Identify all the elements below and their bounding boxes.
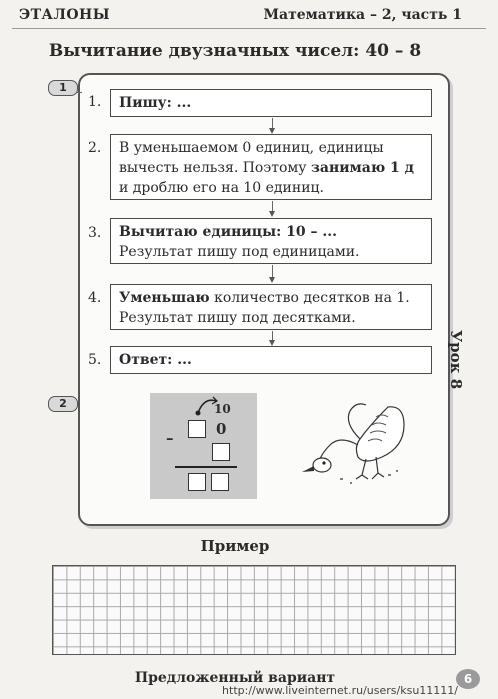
step-text: В уменьшаемом 0 единиц, единицы [119, 140, 384, 156]
step-text: вычесть нельзя. Поэтому [119, 160, 311, 176]
header-right: Математика – 2, часть 1 [263, 7, 462, 23]
page-number: 6 [456, 669, 480, 689]
units-digit: 0 [216, 420, 227, 438]
step-number: 5. [88, 352, 102, 368]
step-text: Ответ: ... [119, 352, 192, 368]
step-text: количество десятков на 1. [209, 290, 410, 306]
lesson-label: Урок 8 [447, 330, 465, 390]
step-box-3 [110, 218, 432, 264]
step-text-bold: занимаю 1 д [310, 160, 414, 176]
step-text: и дроблю его на 10 единиц. [119, 180, 324, 196]
arrow-down-icon [272, 265, 273, 278]
example-title: Пример [200, 537, 270, 555]
step-text-bold: Уменьшаю [119, 290, 210, 306]
step-box-4 [110, 284, 432, 330]
step-number: 4. [88, 290, 102, 306]
result-line [175, 466, 237, 468]
minus-sign: – [166, 429, 174, 447]
column-subtraction-template [150, 393, 257, 499]
header-left: ЭТАЛОНЫ [19, 7, 111, 23]
carry-digit: 10 [214, 402, 231, 416]
step-box-2 [110, 134, 432, 200]
section-tab-1: 1 [48, 80, 78, 96]
arrow-down-icon [272, 118, 273, 129]
footer-title: Предложенный вариант [134, 670, 336, 686]
step-text: Результат пишу под десятками. [119, 310, 356, 326]
step-text-bold: Вычитаю единицы: 10 – ... [119, 224, 337, 240]
step-number: 2. [88, 140, 102, 156]
arrow-down-icon [272, 201, 273, 212]
arrow-down-icon [272, 331, 273, 341]
step-box-1 [110, 89, 432, 117]
step-text: Пишу: ... [119, 95, 192, 111]
step-box-5 [110, 346, 432, 374]
section-tab-2: 2 [48, 396, 78, 412]
step-text: Результат пишу под единицами. [119, 244, 360, 260]
result-units-cell [211, 473, 229, 491]
watermark: http://www.liveinternet.ru/users/ksu11111/ [222, 684, 458, 697]
subtrahend-cell [212, 443, 230, 461]
step-number: 3. [88, 225, 102, 241]
page-title: Вычитание двузначных чисел: 40 – 8 [48, 41, 422, 61]
squared-grid [52, 565, 456, 655]
result-tens-cell [188, 473, 206, 491]
header-divider [12, 28, 486, 29]
bird-illustration [300, 395, 412, 491]
tens-cell [188, 420, 206, 438]
step-number: 1. [88, 94, 102, 110]
